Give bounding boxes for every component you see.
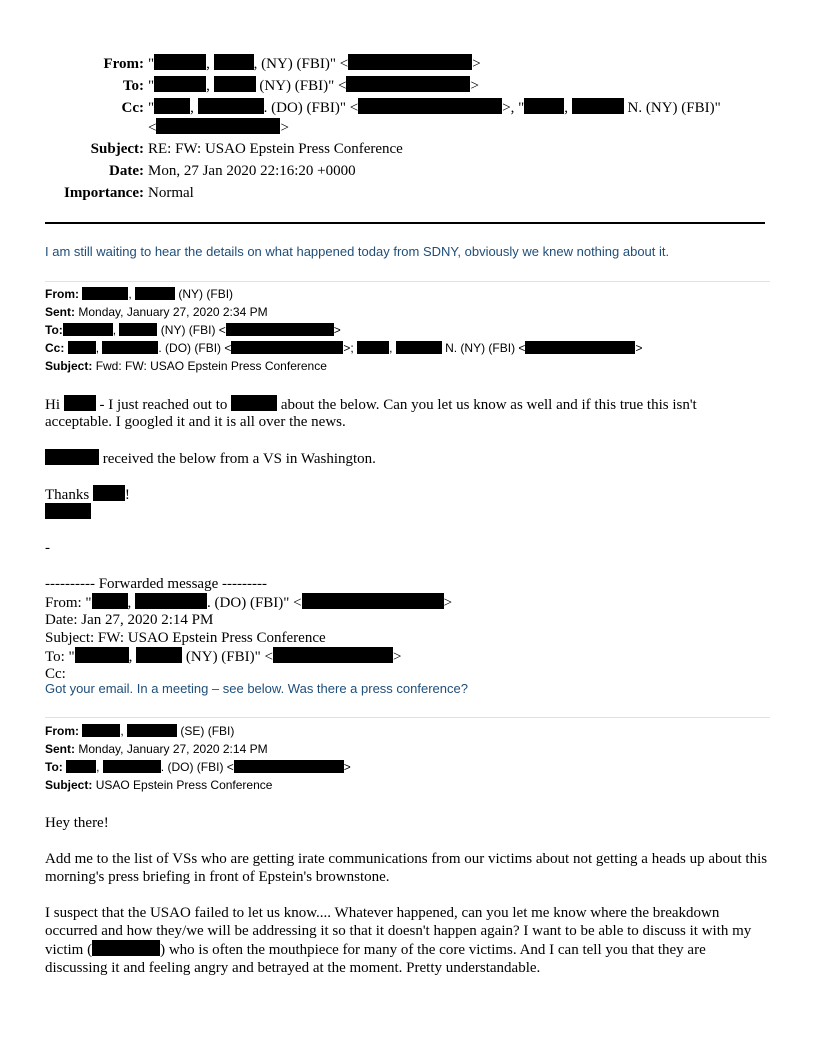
forwarded-date: Date: Jan 27, 2020 2:14 PM [45,612,214,628]
redaction [93,485,125,501]
redaction [273,647,393,663]
signature-redaction [45,503,91,522]
redaction [45,503,91,519]
redaction [154,54,206,70]
forwarded-note: Got your email. In a meeting – see below. Was there a press conference? [45,681,468,696]
redaction [231,341,343,354]
email2-from: From: , (NY) (FBI) [45,287,234,301]
email3-to: To: , . (DO) (FBI) < > [45,760,351,774]
body-line: acceptable. I googled it and it is all over the news. [45,414,346,430]
redaction [524,98,564,114]
redaction [68,341,96,354]
redaction [214,54,254,70]
cc-value: " , . (DO) (FBI)" < >, " , N. (NY) (FBI)" [148,100,721,116]
body-line: - [45,540,50,556]
redaction [135,593,207,609]
redaction [358,98,502,114]
redaction [75,647,129,663]
redaction [346,76,470,92]
forwarded-from: From: " , . (DO) (FBI)" < > [45,595,453,611]
redaction [226,323,334,336]
reply-note: I am still waiting to hear the details on what happened today from SDNY, obviously we knew nothing about it. [45,244,670,259]
redaction [92,593,128,609]
header-divider [45,222,765,224]
redaction [214,76,256,92]
redaction [92,940,160,956]
paragraph: Add me to the list of VSs who are getting irate communications from our victims about not getting a heads up about this morning's press briefing in front of Epstein's brownstone. [45,851,768,885]
cc-label: Cc: [121,100,144,116]
redaction [156,118,280,134]
body-line: Hi - I just reached out to about the below. Can you let us know as well and if this true this isn't [45,397,697,413]
email2-subject: Subject: Fwd: FW: USAO Epstein Press Conference [45,359,327,373]
redaction [64,395,96,411]
from-value: " , , (NY) (FBI)" < > [148,56,481,72]
redaction [234,760,344,773]
redaction [102,341,158,354]
redaction [45,449,99,465]
redaction [348,54,472,70]
from-label: From: [103,56,144,72]
redaction [154,98,190,114]
date-label: Date: [109,163,144,179]
redaction [396,341,442,354]
redaction [82,724,120,737]
email3-from: From: , (SE) (FBI) [45,724,235,738]
cc-value-cont: < > [148,120,289,136]
to-value: " , (NY) (FBI)" < > [148,78,479,94]
email3-sent: Sent: Monday, January 27, 2020 2:14 PM [45,742,268,756]
divider [45,281,770,282]
redaction [136,647,182,663]
redaction [357,341,389,354]
subject-value: RE: FW: USAO Epstein Press Conference [148,141,403,157]
divider [45,717,770,718]
to-label: To: [122,78,144,94]
redaction [103,760,161,773]
redaction [135,287,175,300]
email3-subject: Subject: USAO Epstein Press Conference [45,778,273,792]
forwarded-marker: ---------- Forwarded message --------- [45,576,267,592]
date-value: Mon, 27 Jan 2020 22:16:20 +0000 [148,163,356,179]
importance-value: Normal [148,185,194,201]
forwarded-cc: Cc: [45,666,66,682]
redaction [63,323,113,336]
redaction [525,341,635,354]
greeting: Hey there! [45,815,109,831]
redaction [198,98,264,114]
forwarded-subject: Subject: FW: USAO Epstein Press Conference [45,630,326,646]
paragraph: I suspect that the USAO failed to let us know.... Whatever happened, can you let me know where the breakdown occurred and how they/we will be addressing it so that it doesn't happen again? I want to be able to discuss it with my victim ( ) who is often the mouthpiece for many of the core victims. And I can tell you that they are discussing it and feeling angry and betrayed at the moment. Pretty understandable. [45,905,752,976]
redaction [82,287,128,300]
importance-label: Importance: [64,185,144,201]
email2-cc: Cc: , . (DO) (FBI) < >; , N. (NY) (FBI) < > [45,341,643,355]
subject-label: Subject: [90,141,144,157]
forwarded-to: To: " , (NY) (FBI)" < > [45,649,402,665]
redaction [302,593,444,609]
redaction [231,395,277,411]
redaction [154,76,206,92]
redaction [66,760,96,773]
email2-to: To: , (NY) (FBI) < > [45,323,341,337]
redaction [127,724,177,737]
body-line: Thanks ! [45,487,130,503]
body-line: received the below from a VS in Washington. [45,449,376,468]
redaction [572,98,624,114]
email2-sent: Sent: Monday, January 27, 2020 2:34 PM [45,305,268,319]
redaction [119,323,157,336]
